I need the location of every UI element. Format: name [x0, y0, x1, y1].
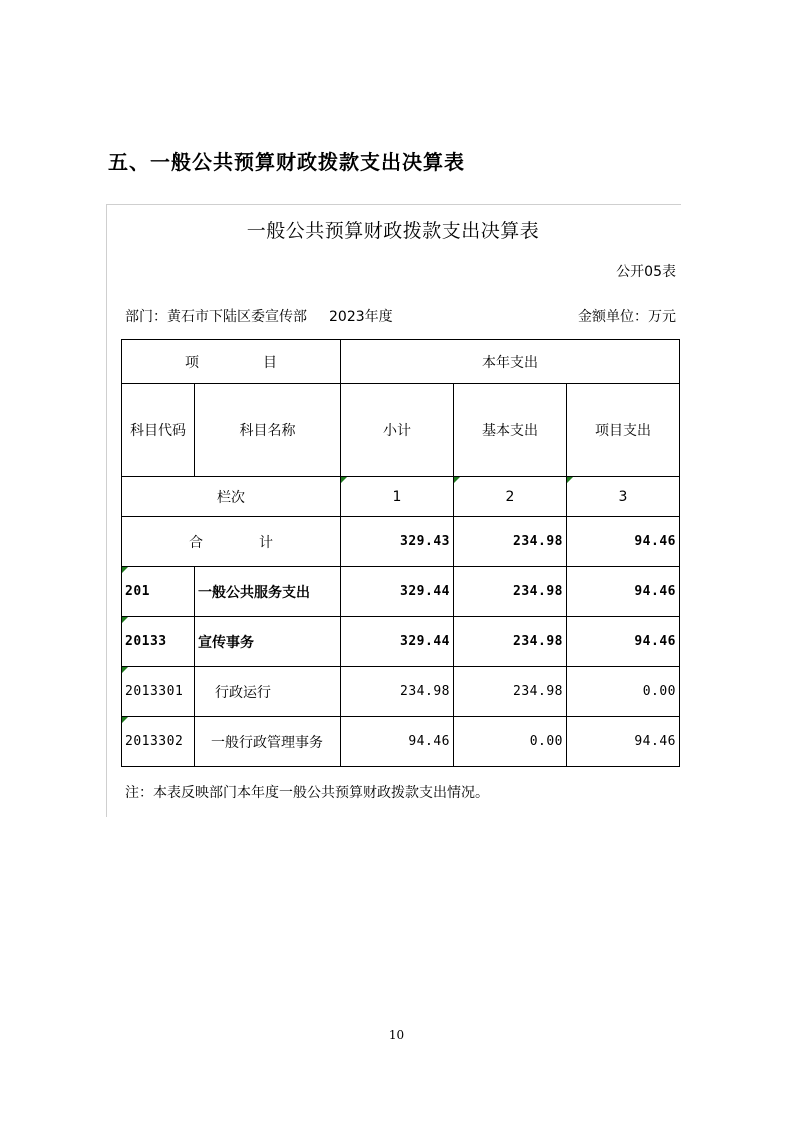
row-subtotal: 234.98: [341, 667, 454, 717]
table-row: [122, 567, 680, 617]
project-expense-header: 项目支出: [567, 384, 680, 477]
code-header: 科目代码: [122, 384, 195, 477]
row-code: 2013302: [122, 717, 195, 767]
department-name: 部门：黄石市下陆区委宣传部: [125, 309, 307, 325]
row-basic: 234.98: [454, 667, 567, 717]
row-basic: 234.98: [454, 567, 567, 617]
section-heading: 五、一般公共预算财政拨款支出决算表: [108, 150, 465, 174]
row-name: 一般行政管理事务: [195, 717, 341, 767]
row-basic: 0.00: [454, 717, 567, 767]
total-label-left: 合: [189, 534, 203, 551]
column-index-label: 栏次: [122, 477, 341, 517]
row-subtotal: 94.46: [341, 717, 454, 767]
row-project: 94.46: [567, 567, 680, 617]
table-title: 一般公共预算财政拨款支出决算表: [246, 220, 540, 242]
row-basic: 234.98: [454, 617, 567, 667]
project-header-cell: [122, 340, 341, 384]
row-name: 一般公共服务支出: [195, 567, 341, 617]
column-index-row: [122, 477, 680, 517]
current-year-header: 本年支出: [341, 340, 680, 384]
row-code: 201: [122, 567, 195, 617]
column-index-2: 2: [454, 477, 567, 517]
amount-unit: 金额单位：万元: [578, 309, 676, 325]
column-index-1: 1: [341, 477, 454, 517]
total-label-right: 计: [259, 534, 273, 551]
total-subtotal: 329.43: [341, 517, 454, 567]
column-index-3: 3: [567, 477, 680, 517]
table-row: [122, 617, 680, 667]
row-code: 20133: [122, 617, 195, 667]
department-line: [125, 306, 393, 326]
form-number: 公开05表: [616, 264, 676, 280]
row-subtotal: 329.44: [341, 567, 454, 617]
total-project: 94.46: [567, 517, 680, 567]
row-project: 94.46: [567, 617, 680, 667]
row-name: 宣传事务: [195, 617, 341, 667]
total-label-cell: [122, 517, 341, 567]
fiscal-year: 2023年度: [329, 309, 393, 325]
row-name: 行政运行: [195, 667, 341, 717]
page-number: 10: [388, 1028, 405, 1042]
subtotal-header: 小计: [341, 384, 454, 477]
header-row-1: [122, 340, 680, 384]
basic-header: 基本支出: [454, 384, 567, 477]
header-row-2: [122, 384, 680, 477]
project-header-left: 项: [185, 354, 199, 371]
expenditure-table: [121, 339, 680, 767]
total-basic: 234.98: [454, 517, 567, 567]
table-row: [122, 717, 680, 767]
table-note: 注：本表反映部门本年度一般公共预算财政拨款支出情况。: [125, 785, 489, 801]
total-row: [122, 517, 680, 567]
row-code: 2013301: [122, 667, 195, 717]
row-project: 94.46: [567, 717, 680, 767]
row-project: 0.00: [567, 667, 680, 717]
project-header-right: 目: [263, 354, 277, 371]
table-row: [122, 667, 680, 717]
row-subtotal: 329.44: [341, 617, 454, 667]
name-header: 科目名称: [195, 384, 341, 477]
